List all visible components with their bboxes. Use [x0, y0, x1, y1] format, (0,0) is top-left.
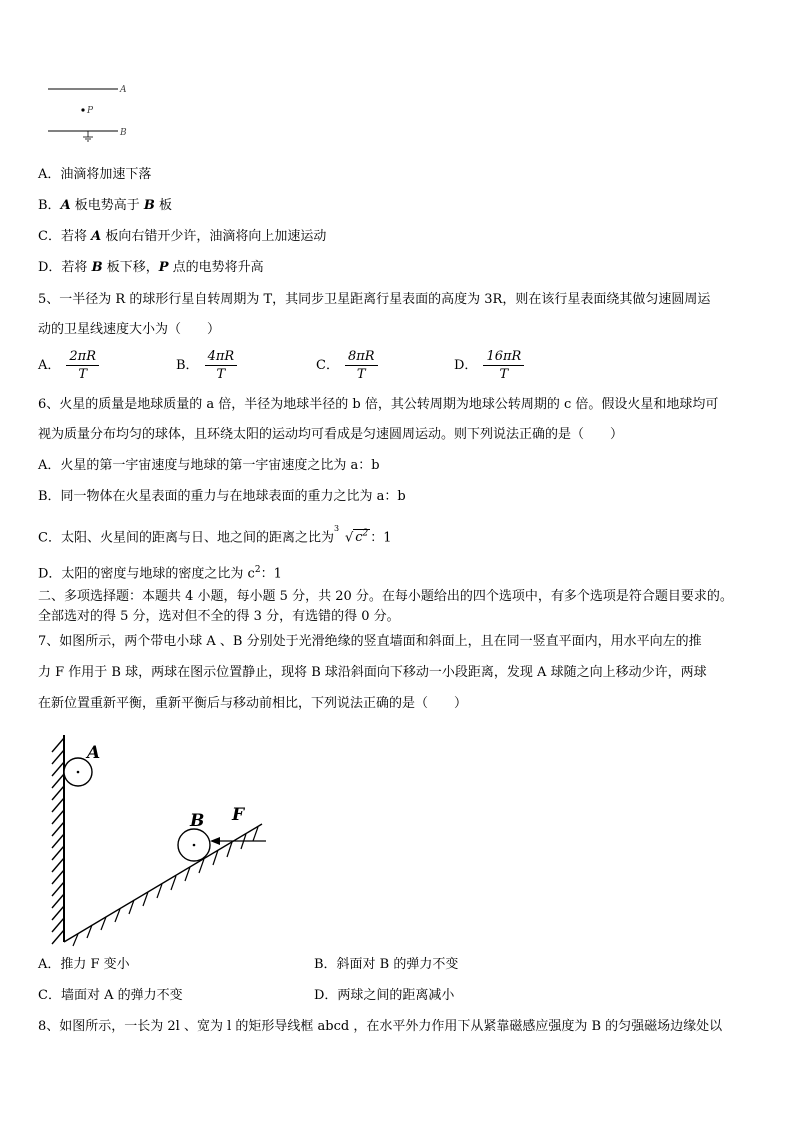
q6-option-b: B．同一物体在火星表面的重力与在地球表面的重力之比为 a：b: [38, 489, 406, 504]
label-force: F: [232, 805, 245, 825]
label-ball-b: B: [190, 811, 205, 831]
q7-option-b: B．斜面对 B 的弹力不变: [314, 957, 459, 972]
q5-option-c: C． $\frac{8\pi R}{T}$: [316, 348, 378, 383]
q5-stem-line2: 动的卫星线速度大小为（ ）: [38, 322, 221, 337]
label-a: A: [120, 85, 127, 95]
q5-option-a: A． $\frac{2\pi R}{T}$: [38, 348, 99, 383]
q6-option-d: D．太阳的密度与地球的密度之比为 $c^2$：1: [38, 565, 282, 582]
label-ball-a: A: [87, 743, 101, 763]
capacitor-figure: [40, 80, 160, 150]
q7-option-a: A．推力 F 变小: [38, 957, 130, 972]
section2-heading-line2: 全部选对的得 5 分，选对但不全的得 3 分，有选错的得 0 分。: [38, 609, 400, 624]
wall-incline-figure: [40, 730, 280, 950]
q6-stem-line1: 6、火星的质量是地球质量的 a 倍，半径为地球半径的 b 倍，其公转周期为地球公转周期的 c 倍。假设火星和地球均可: [38, 397, 719, 412]
q6-option-a: A．火星的第一宇宙速度与地球的第一宇宙速度之比为 a：b: [38, 458, 380, 473]
q5-stem-line1: 5、一半径为 R 的球形行星自转周期为 T，其同步卫星距离行星表面的高度为 3R，则在该行星表面绕其做匀速圆周运: [38, 292, 711, 307]
q5-option-d: D． $\frac{16\pi R}{T}$: [454, 348, 524, 383]
cube-root: 3 √ $c^2$: [333, 524, 369, 546]
q6-stem-line2: 视为质量分布均匀的球体，且环绕太阳的运动均可看成是匀速圆周运动。则下列说法正确的是（ ）: [38, 427, 624, 442]
label-b: B: [120, 128, 127, 138]
incline-hatching: [73, 827, 258, 946]
q7-stem-line1: 7、如图所示，两个带电小球 A 、B 分别处于光滑绝缘的竖直墙面和斜面上，且在同一竖直平面内，用水平向左的推: [38, 634, 702, 649]
q7-option-c: C．墙面对 A 的弹力不变: [38, 988, 183, 1003]
q4-option-c: C．若将 A 板向右错开少许，油滴将向上加速运动: [38, 229, 327, 244]
q4-option-a: A．油滴将加速下落: [38, 167, 152, 182]
q7-option-d: D．两球之间的距离减小: [314, 988, 455, 1003]
q4-option-d: D．若将 B 板下移，P 点的电势将升高: [38, 260, 264, 275]
q8-stem-line1: 8、如图所示，一长为 2l 、宽为 l 的矩形导线框 abcd ，在水平外力作用下从紧靠磁感应强度为 B 的匀强磁场边缘处以: [38, 1019, 723, 1034]
q6-option-c: C．太阳、火星间的距离与日、地之间的距离之比为 3 √ $c^2$ ：1: [38, 524, 392, 546]
q7-stem-line2: 力 F 作用于 B 球，两球在图示位置静止，现将 B 球沿斜面向下移动一小段距离，发现 A 球随之向上移动少许，两球: [38, 665, 707, 680]
wall-hatching: [52, 738, 64, 944]
q4-option-b: B．A 板电势高于 B 板: [38, 198, 173, 213]
label-p: P: [87, 106, 94, 116]
q5-option-b: B． $\frac{4\pi R}{T}$: [176, 348, 237, 383]
incline-surface: [64, 824, 262, 942]
section2-heading-line1: 二、多项选择题：本题共 4 小题，每小题 5 分，共 20 分。在每小题给出的四个选项中，有多个选项是符合题目要求的。: [38, 589, 733, 604]
q7-stem-line3: 在新位置重新平衡，重新平衡后与移动前相比，下列说法正确的是（ ）: [38, 696, 468, 711]
oil-drop-point: [81, 108, 84, 111]
